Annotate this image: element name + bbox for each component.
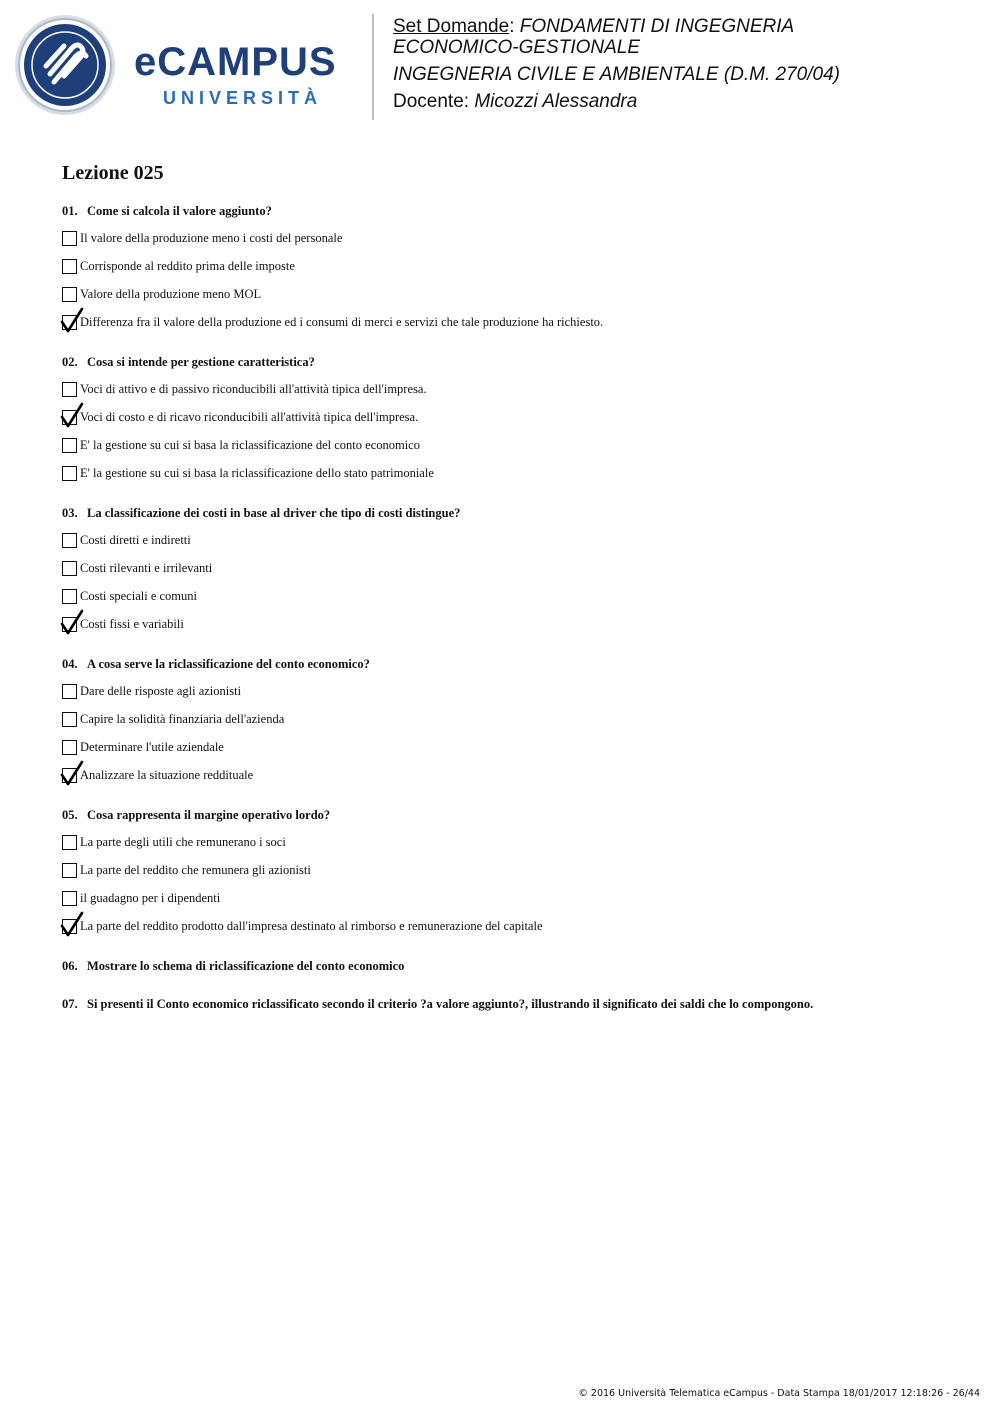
question-6 [62,958,962,974]
answer-option[interactable] [62,587,962,605]
answer-text: Voci di attivo e di passivo riconducibili all'attività tipica dell'impresa. [80,382,427,396]
question-heading [62,996,962,1012]
answer-option[interactable] [62,917,962,935]
answer-checkbox[interactable] [62,712,77,727]
answer-checkbox[interactable] [62,740,77,755]
question-text: Si presenti il Conto economico riclassificato secondo il criterio ?a valore aggiunto?, illustrando il significato dei saldi che lo compongono. [87,997,814,1011]
header-divider [372,14,374,120]
answer-option[interactable] [62,738,962,756]
answer-option[interactable] [62,710,962,728]
question-number: 01. [62,204,78,218]
answer-checkbox[interactable] [62,259,77,274]
answer-checkbox[interactable] [62,533,77,548]
answer-option[interactable] [62,861,962,879]
answer-text: Dare delle risposte agli azionisti [80,684,242,698]
answer-option[interactable] [62,436,962,454]
set-separator: : [509,16,520,37]
answer-text: E' la gestione su cui si basa la riclassificazione dello stato patrimoniale [80,466,434,480]
answer-checkbox[interactable] [62,863,77,878]
answer-text: il guadagno per i dipendenti [80,891,221,905]
question-1 [62,203,962,331]
question-spacer [62,1022,962,1034]
answer-option[interactable] [62,229,962,247]
answer-text: Differenza fra il valore della produzione ed i consumi di merci e servizi che tale produzione ha richiesto. [80,315,604,329]
answer-checkbox[interactable] [62,684,77,699]
answer-checkbox[interactable] [62,438,77,453]
answer-text: Costi fissi e variabili [80,617,184,631]
question-heading [62,958,962,974]
teacher-label: Docente: [393,91,475,112]
answer-option[interactable] [62,257,962,275]
question-spacer [62,643,962,656]
answer-text: Il valore della produzione meno i costi del personale [80,231,343,245]
question-3 [62,505,962,633]
teacher-name: Micozzi Alessandra [474,91,638,112]
question-text: A cosa serve la riclassificazione del conto economico? [87,657,370,671]
question-heading [62,656,962,672]
teacher-line [393,91,983,112]
answer-text: La parte degli utili che remunerano i soci [80,835,286,849]
question-text: Come si calcola il valore aggiunto? [87,204,272,218]
answer-checkbox[interactable] [62,382,77,397]
ecampus-seal-logo-icon [14,14,116,116]
answer-checkbox[interactable] [62,287,77,302]
question-spacer [62,341,962,354]
answer-option[interactable] [62,313,962,331]
answer-option[interactable] [62,380,962,398]
question-list [62,203,962,1034]
page-footer: © 2016 Università Telematica eCampus - Data Stampa 18/01/2017 12:18:26 - 26/44 [578,1388,980,1399]
answer-text: La parte del reddito che remunera gli azionisti [80,863,311,877]
brand-name: eCAMPUS [134,40,337,84]
answer-checkbox[interactable] [62,466,77,481]
question-2 [62,354,962,482]
question-spacer [62,492,962,505]
answer-checkbox[interactable] [62,891,77,906]
lesson-title: Lezione 025 [62,162,164,184]
answer-option[interactable] [62,833,962,851]
answer-text: Valore della produzione meno MOL [80,287,262,301]
answer-text: La parte del reddito prodotto dall'impresa destinato al rimborso e remunerazione del capitale [80,919,543,933]
answer-text: Capire la solidità finanziaria dell'azienda [80,712,285,726]
answer-checkbox[interactable] [62,835,77,850]
answer-option[interactable] [62,285,962,303]
question-number: 05. [62,808,78,822]
question-spacer [62,945,962,958]
answer-text: Costi rilevanti e irrilevanti [80,561,213,575]
question-text: Cosa rappresenta il margine operativo lordo? [87,808,331,822]
question-heading [62,807,962,823]
answer-checkbox[interactable] [62,561,77,576]
answer-option[interactable] [62,889,962,907]
answer-option[interactable] [62,766,962,784]
question-number: 03. [62,506,78,520]
answer-text: Determinare l'utile aziendale [80,740,224,754]
course-title-line2: ECONOMICO-GESTIONALE [393,37,641,58]
answer-text: Costi diretti e indiretti [80,533,191,547]
question-spacer [62,984,962,996]
answer-text: E' la gestione su cui si basa la riclassificazione del conto economico [80,438,420,452]
answer-option[interactable] [62,531,962,549]
document-header [393,16,983,112]
question-number: 02. [62,355,78,369]
set-label: Set Domande [393,16,510,37]
answer-option[interactable] [62,615,962,633]
answer-text: Costi speciali e comuni [80,589,197,603]
question-4 [62,656,962,784]
answer-checkbox[interactable] [62,589,77,604]
brand-subtitle: UNIVERSITÀ [163,88,323,108]
question-5 [62,807,962,935]
answer-option[interactable] [62,559,962,577]
question-heading [62,505,962,521]
answer-option[interactable] [62,682,962,700]
question-text: Cosa si intende per gestione caratteristica? [87,355,315,369]
question-number: 04. [62,657,78,671]
answer-option[interactable] [62,464,962,482]
set-line [393,16,983,37]
answer-text: Corrisponde al reddito prima delle imposte [80,259,295,273]
degree-program: INGEGNERIA CIVILE E AMBIENTALE (D.M. 270/04) [393,64,840,85]
question-heading [62,354,962,370]
question-text: La classificazione dei costi in base al driver che tipo di costi distingue? [87,506,461,520]
question-7 [62,996,962,1012]
question-text: Mostrare lo schema di riclassificazione del conto economico [87,959,405,973]
question-heading [62,203,962,219]
answer-text: Voci di costo e di ricavo riconducibili all'attività tipica dell'impresa. [80,410,419,424]
question-spacer [62,794,962,807]
question-number: 07. [62,997,78,1011]
answer-option[interactable] [62,408,962,426]
question-number: 06. [62,959,78,973]
answer-checkbox[interactable] [62,231,77,246]
answer-text: Analizzare la situazione reddituale [80,768,254,782]
course-title-line1: FONDAMENTI DI INGEGNERIA [519,16,795,37]
